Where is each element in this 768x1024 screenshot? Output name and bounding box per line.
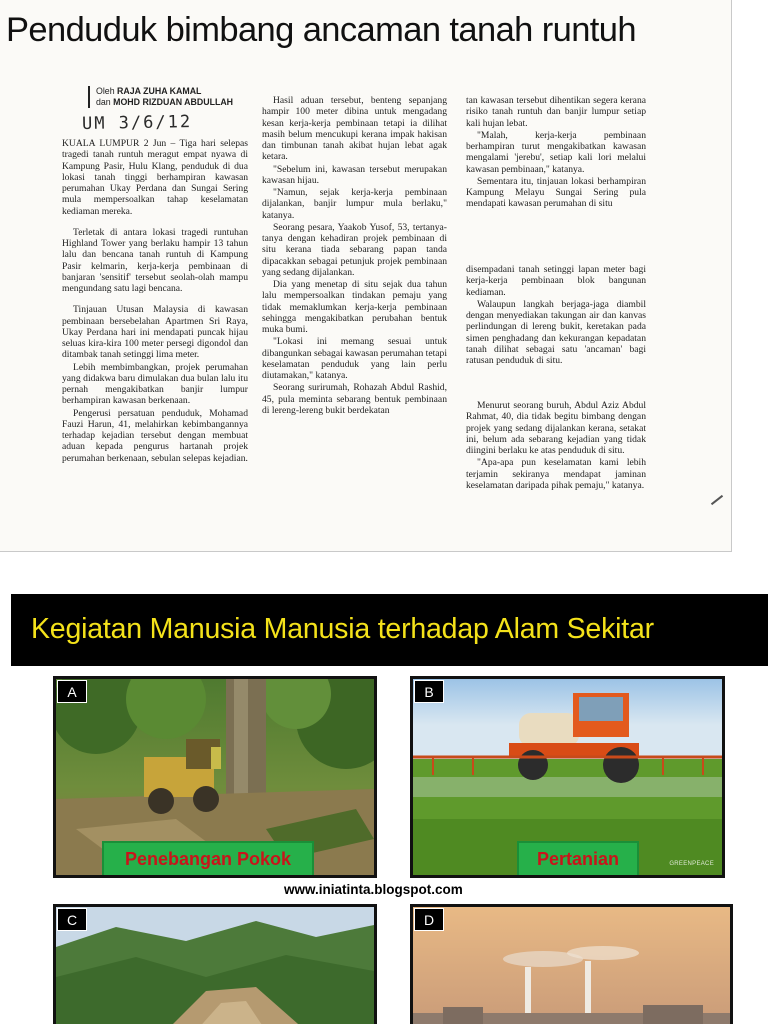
source-website: www.iniatinta.blogspot.com	[284, 882, 463, 897]
article-column-3-bottom	[466, 400, 646, 540]
slide-title-bar	[11, 594, 768, 666]
photo-panel-d	[410, 904, 733, 1024]
article-column-1	[62, 138, 248, 542]
paragraph: Seorang surirumah, Rohazah Abdul Rashid, 45, pula meminta sebarang bentuk pembinaan di lereng-lereng bukit berdekatan	[262, 382, 447, 416]
paragraph: Walaupun langkah berjaga-jaga diambil dengan menyediakan takungan air dan kanvas perlindungan di lereng bukit, keretakan pada simen penghadang dan kekurangan kepadatan tanah dilihat sebagai satu 'ancaman' bagi ratusan penduduk di situ.	[466, 298, 646, 366]
paragraph: "Apa-apa pun keselamatan kami lebih terjamin sekiranya mendapat jaminan keselamatan daripada pihak pemaju," katanya.	[466, 457, 646, 491]
paragraph: Tinjauan Utusan Malaysia di kawasan pembinaan bersebelahan Apartmen Sri Raya, Ukay Perdana hari ini mendapati puncak hijau seluas kira-kira 100 meter persegi digondol dan ditambak tanah setinggi lima meter.	[62, 304, 248, 361]
article-headline: Penduduk bimbang ancaman tanah runtuh	[6, 11, 636, 49]
byline-label: Oleh	[96, 86, 115, 96]
article-column-2	[262, 95, 447, 542]
article-column-3-top	[466, 95, 646, 227]
panel-letter-c: C	[57, 908, 87, 931]
photo-credit: GREENPEACE	[669, 861, 714, 867]
paragraph: Pengerusi persatuan penduduk, Mohamad Fauzi Harun, 41, melahirkan kebimbangannya terhadap kejadian tersebut dengan membuat aduan kepada pengurus hartanah projek perumahan berkenaan, sebulan selepas kejadian.	[62, 407, 248, 464]
panel-letter-b: B	[414, 680, 444, 703]
photo-panel-c	[53, 904, 377, 1024]
slide-title: Kegiatan Manusia Manusia terhadap Alam Sekitar	[31, 613, 654, 645]
caption-penebangan-pokok: Penebangan Pokok	[102, 841, 314, 877]
paragraph: Hasil aduan tersebut, benteng sepanjang hampir 100 meter dibina untuk mengadang kesan kerja-kerja pembinaan tetapi ia dilihat masih belum mencukupi kerana impak hakisan dan timbunan tanah akibat hujan lebat agak ketara.	[262, 95, 447, 163]
paragraph: Lebih membimbangkan, projek perumahan yang didakwa baru dimulakan dua bulan lalu itu pernah mengakibatkan banjir lumpur berhampiran kawasan berkenaan.	[62, 361, 248, 407]
paragraph: Sementara itu, tinjauan lokasi berhampiran Kampung Melayu Sungai Sering pula mendapati kawasan perumahan di situ	[466, 175, 646, 210]
paragraph: "Lokasi ini memang sesuai untuk dibangunkan sebagai kawasan perumahan tetapi keselamatan penduduk yang lain perlu diutamakan," katanya.	[262, 336, 447, 381]
photo-panel-a	[53, 676, 377, 878]
hillside-development-photo	[56, 907, 374, 1024]
caption-pertanian: Pertanian	[517, 841, 639, 877]
pen-mark	[711, 495, 723, 505]
author-2: MOHD RIZDUAN ABDULLAH	[113, 97, 234, 107]
paragraph: tan kawasan tersebut dihentikan segera kerana risiko tanah runtuh dan banjir lumpur setiap kali hujan lebat.	[466, 95, 646, 129]
paragraph: KUALA LUMPUR 2 Jun – Tiga hari selepas tragedi tanah runtuh meragut empat nyawa di Kampung Pasir, Hulu Klang, penduduk di dua lokasi tanah tinggi berhampiran kawasan perumahan Ukay Perdana dan Sungai Sering mula mempersoalkan tahap keselamatan kediaman mereka.	[62, 138, 248, 217]
author-1: RAJA ZUHA KAMAL	[117, 86, 202, 96]
factory-smoke-photo	[413, 907, 730, 1024]
handwritten-date-note: UM 3/6/12	[81, 112, 193, 134]
panel-letter-d: D	[414, 908, 444, 931]
paragraph: "Sebelum ini, kawasan tersebut merupakan kawasan hijau.	[262, 163, 447, 186]
paragraph: Dia yang menetap di situ sejak dua tahun lalu mempersoalkan tindakan pemaju yang tidak memaklumkan kerja-kerja pembinaan sehingga mengakibatkan perubahan bentuk muka bumi.	[262, 279, 447, 335]
panel-letter-a: A	[57, 680, 87, 703]
paragraph: "Namun, sejak kerja-kerja pembinaan dijalankan, banjir lumpur mula berlaku," katanya.	[262, 187, 447, 221]
paragraph: Seorang pesara, Yaakob Yusof, 53, tertanya-tanya dengan kehadiran projek pembinaan di situ kerana tiada sebarang papan tanda dipacakkan sebagai petunjuk projek pembinaan yang sedang dijalankan.	[262, 221, 447, 278]
byline-and: dan	[96, 97, 111, 107]
paragraph: "Malah, kerja-kerja pembinaan berhampiran turut mengakibatkan kawasan mengalami 'jerebu', setiap kali lori melalui kawasan pembinaan," katanya.	[466, 129, 646, 175]
presentation-slide	[11, 594, 768, 1024]
article-column-3-middle	[466, 264, 646, 390]
paragraph: disempadani tanah setinggi lapan meter bagi kerja-kerja pembinaan blok bangunan kediaman.	[466, 264, 646, 298]
paragraph: Menurut seorang buruh, Abdul Aziz Abdul Rahmat, 40, dia tidak begitu bimbang dengan projek yang sedang dijalankan kerana, setakat ini, belum ada sebarang kejadian yang tidak diingini berlaku ke atas penduduk di situ.	[466, 400, 646, 456]
paragraph: Terletak di antara lokasi tragedi runtuhan Highland Tower yang berlaku hampir 13 tahun lalu dan bencana tanah runtuh di Kampung Pasir kelmarin, kerja-kerja pembinaan di banjaran 'sensitif' tersebut seolah-olah mampu mengundang satu lagi bencana.	[62, 226, 248, 294]
article-byline	[88, 86, 258, 108]
photo-panel-b	[410, 676, 725, 878]
